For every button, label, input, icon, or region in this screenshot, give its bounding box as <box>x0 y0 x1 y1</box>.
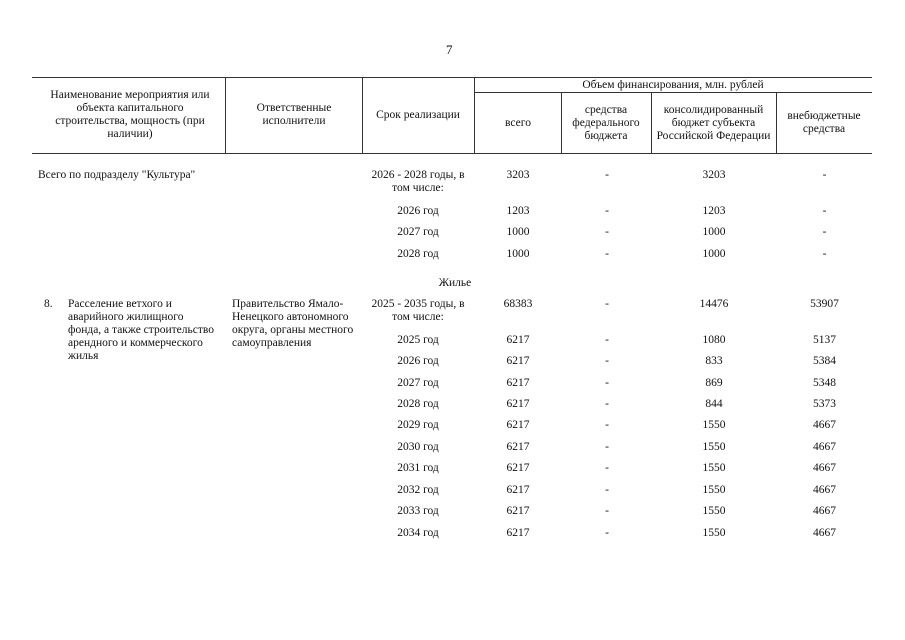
section-title: Жилье <box>438 277 472 289</box>
total-cell: 6217 <box>506 377 530 389</box>
period-cell: 2027 год <box>397 226 439 238</box>
federal-cell: - <box>605 355 609 367</box>
offbudget-cell: 5348 <box>813 377 836 389</box>
period-cell: 2032 год <box>397 484 439 496</box>
period-cell: 2028 год <box>397 398 439 410</box>
period-cell: 2031 год <box>397 462 439 474</box>
culture-total-label: Всего по подразделу "Культура" <box>38 169 196 181</box>
regional-cell: 869 <box>705 377 723 389</box>
header-federal: средства федерального бюджета <box>572 103 640 142</box>
total-cell: 3203 <box>506 169 530 181</box>
federal-cell: - <box>605 169 609 181</box>
offbudget-cell: - <box>822 248 827 260</box>
offbudget-cell: 4667 <box>813 462 836 474</box>
header-bottom-rule <box>32 153 872 154</box>
regional-cell: 14476 <box>699 298 729 310</box>
offbudget-cell: - <box>822 205 827 217</box>
regional-cell: 1550 <box>702 527 726 539</box>
item-executors: Правительство Ямало-Ненецкого автономного округа, органы местного самоуправления <box>232 298 354 349</box>
federal-cell: - <box>605 298 609 310</box>
regional-cell: 1550 <box>702 419 726 431</box>
period-cell: 2030 год <box>397 441 439 453</box>
federal-cell: - <box>605 505 609 517</box>
total-cell: 6217 <box>506 462 530 474</box>
offbudget-cell: - <box>822 226 827 238</box>
regional-cell: 833 <box>705 355 723 367</box>
federal-cell: - <box>605 226 609 238</box>
offbudget-cell: 4667 <box>813 441 836 453</box>
col-divider <box>776 92 777 153</box>
total-cell: 6217 <box>506 441 530 453</box>
total-cell: 6217 <box>506 419 530 431</box>
header-offbudget: внебюджетные средства <box>787 110 861 135</box>
total-cell: 68383 <box>503 298 533 310</box>
federal-cell: - <box>605 377 609 389</box>
total-cell: 1000 <box>506 248 530 260</box>
period-cell: 2026 - 2028 годы, в том числе: <box>371 169 465 194</box>
federal-cell: - <box>605 527 609 539</box>
regional-cell: 1550 <box>702 462 726 474</box>
federal-cell: - <box>605 419 609 431</box>
period-cell: 2034 год <box>397 527 439 539</box>
header-name: Наименование мероприятия или объекта капитального строительства, мощность (при наличии) <box>50 89 210 140</box>
col-divider <box>225 77 226 153</box>
total-cell: 6217 <box>506 527 530 539</box>
regional-cell: 3203 <box>702 169 726 181</box>
total-cell: 6217 <box>506 484 530 496</box>
regional-cell: 1000 <box>702 248 726 260</box>
period-cell: 2028 год <box>397 248 439 260</box>
federal-cell: - <box>605 484 609 496</box>
header-financing: Объем финансирования, млн. рублей <box>582 78 764 91</box>
federal-cell: - <box>605 205 609 217</box>
header-executors: Ответственные исполнители <box>256 102 332 127</box>
period-cell: 2026 год <box>397 355 439 367</box>
period-cell: 2025 год <box>397 334 439 346</box>
offbudget-cell: 5384 <box>813 355 836 367</box>
federal-cell: - <box>605 441 609 453</box>
offbudget-cell: 5373 <box>813 398 836 410</box>
total-cell: 6217 <box>506 398 530 410</box>
offbudget-cell: 4667 <box>813 505 836 517</box>
page-number: 7 <box>446 42 453 57</box>
regional-cell: 1000 <box>702 226 726 238</box>
item-name: Расселение ветхого и аварийного жилищного фонда, а также строительство арендного и коммерческого жилья <box>68 298 214 362</box>
col-divider <box>362 77 363 153</box>
regional-cell: 1203 <box>702 205 726 217</box>
total-cell: 6217 <box>506 334 530 346</box>
item-number: 8. <box>44 298 53 310</box>
offbudget-cell: - <box>822 169 827 181</box>
col-divider <box>561 92 562 153</box>
regional-cell: 1080 <box>702 334 726 346</box>
offbudget-cell: 4667 <box>813 527 836 539</box>
total-cell: 1000 <box>506 226 530 238</box>
regional-cell: 1550 <box>702 441 726 453</box>
offbudget-cell: 5137 <box>813 334 836 346</box>
federal-cell: - <box>605 248 609 260</box>
offbudget-cell: 4667 <box>813 484 836 496</box>
federal-cell: - <box>605 398 609 410</box>
col-divider <box>651 92 652 153</box>
regional-cell: 1550 <box>702 505 726 517</box>
period-cell: 2029 год <box>397 419 439 431</box>
federal-cell: - <box>605 462 609 474</box>
total-cell: 6217 <box>506 355 530 367</box>
regional-cell: 844 <box>705 398 723 410</box>
total-cell: 1203 <box>506 205 530 217</box>
col-divider <box>474 77 475 153</box>
header-period: Срок реализации <box>376 108 460 121</box>
header-regional: консолидированный бюджет субъекта Российской Федерации <box>656 103 771 142</box>
financing-subrule <box>474 92 872 93</box>
period-cell: 2033 год <box>397 505 439 517</box>
offbudget-cell: 53907 <box>810 298 839 310</box>
federal-cell: - <box>605 334 609 346</box>
period-cell: 2027 год <box>397 377 439 389</box>
header-total: всего <box>505 116 531 129</box>
total-cell: 6217 <box>506 505 530 517</box>
period-cell: 2026 год <box>397 205 439 217</box>
period-cell: 2025 - 2035 годы, в том числе: <box>371 298 465 323</box>
offbudget-cell: 4667 <box>813 419 836 431</box>
regional-cell: 1550 <box>702 484 726 496</box>
